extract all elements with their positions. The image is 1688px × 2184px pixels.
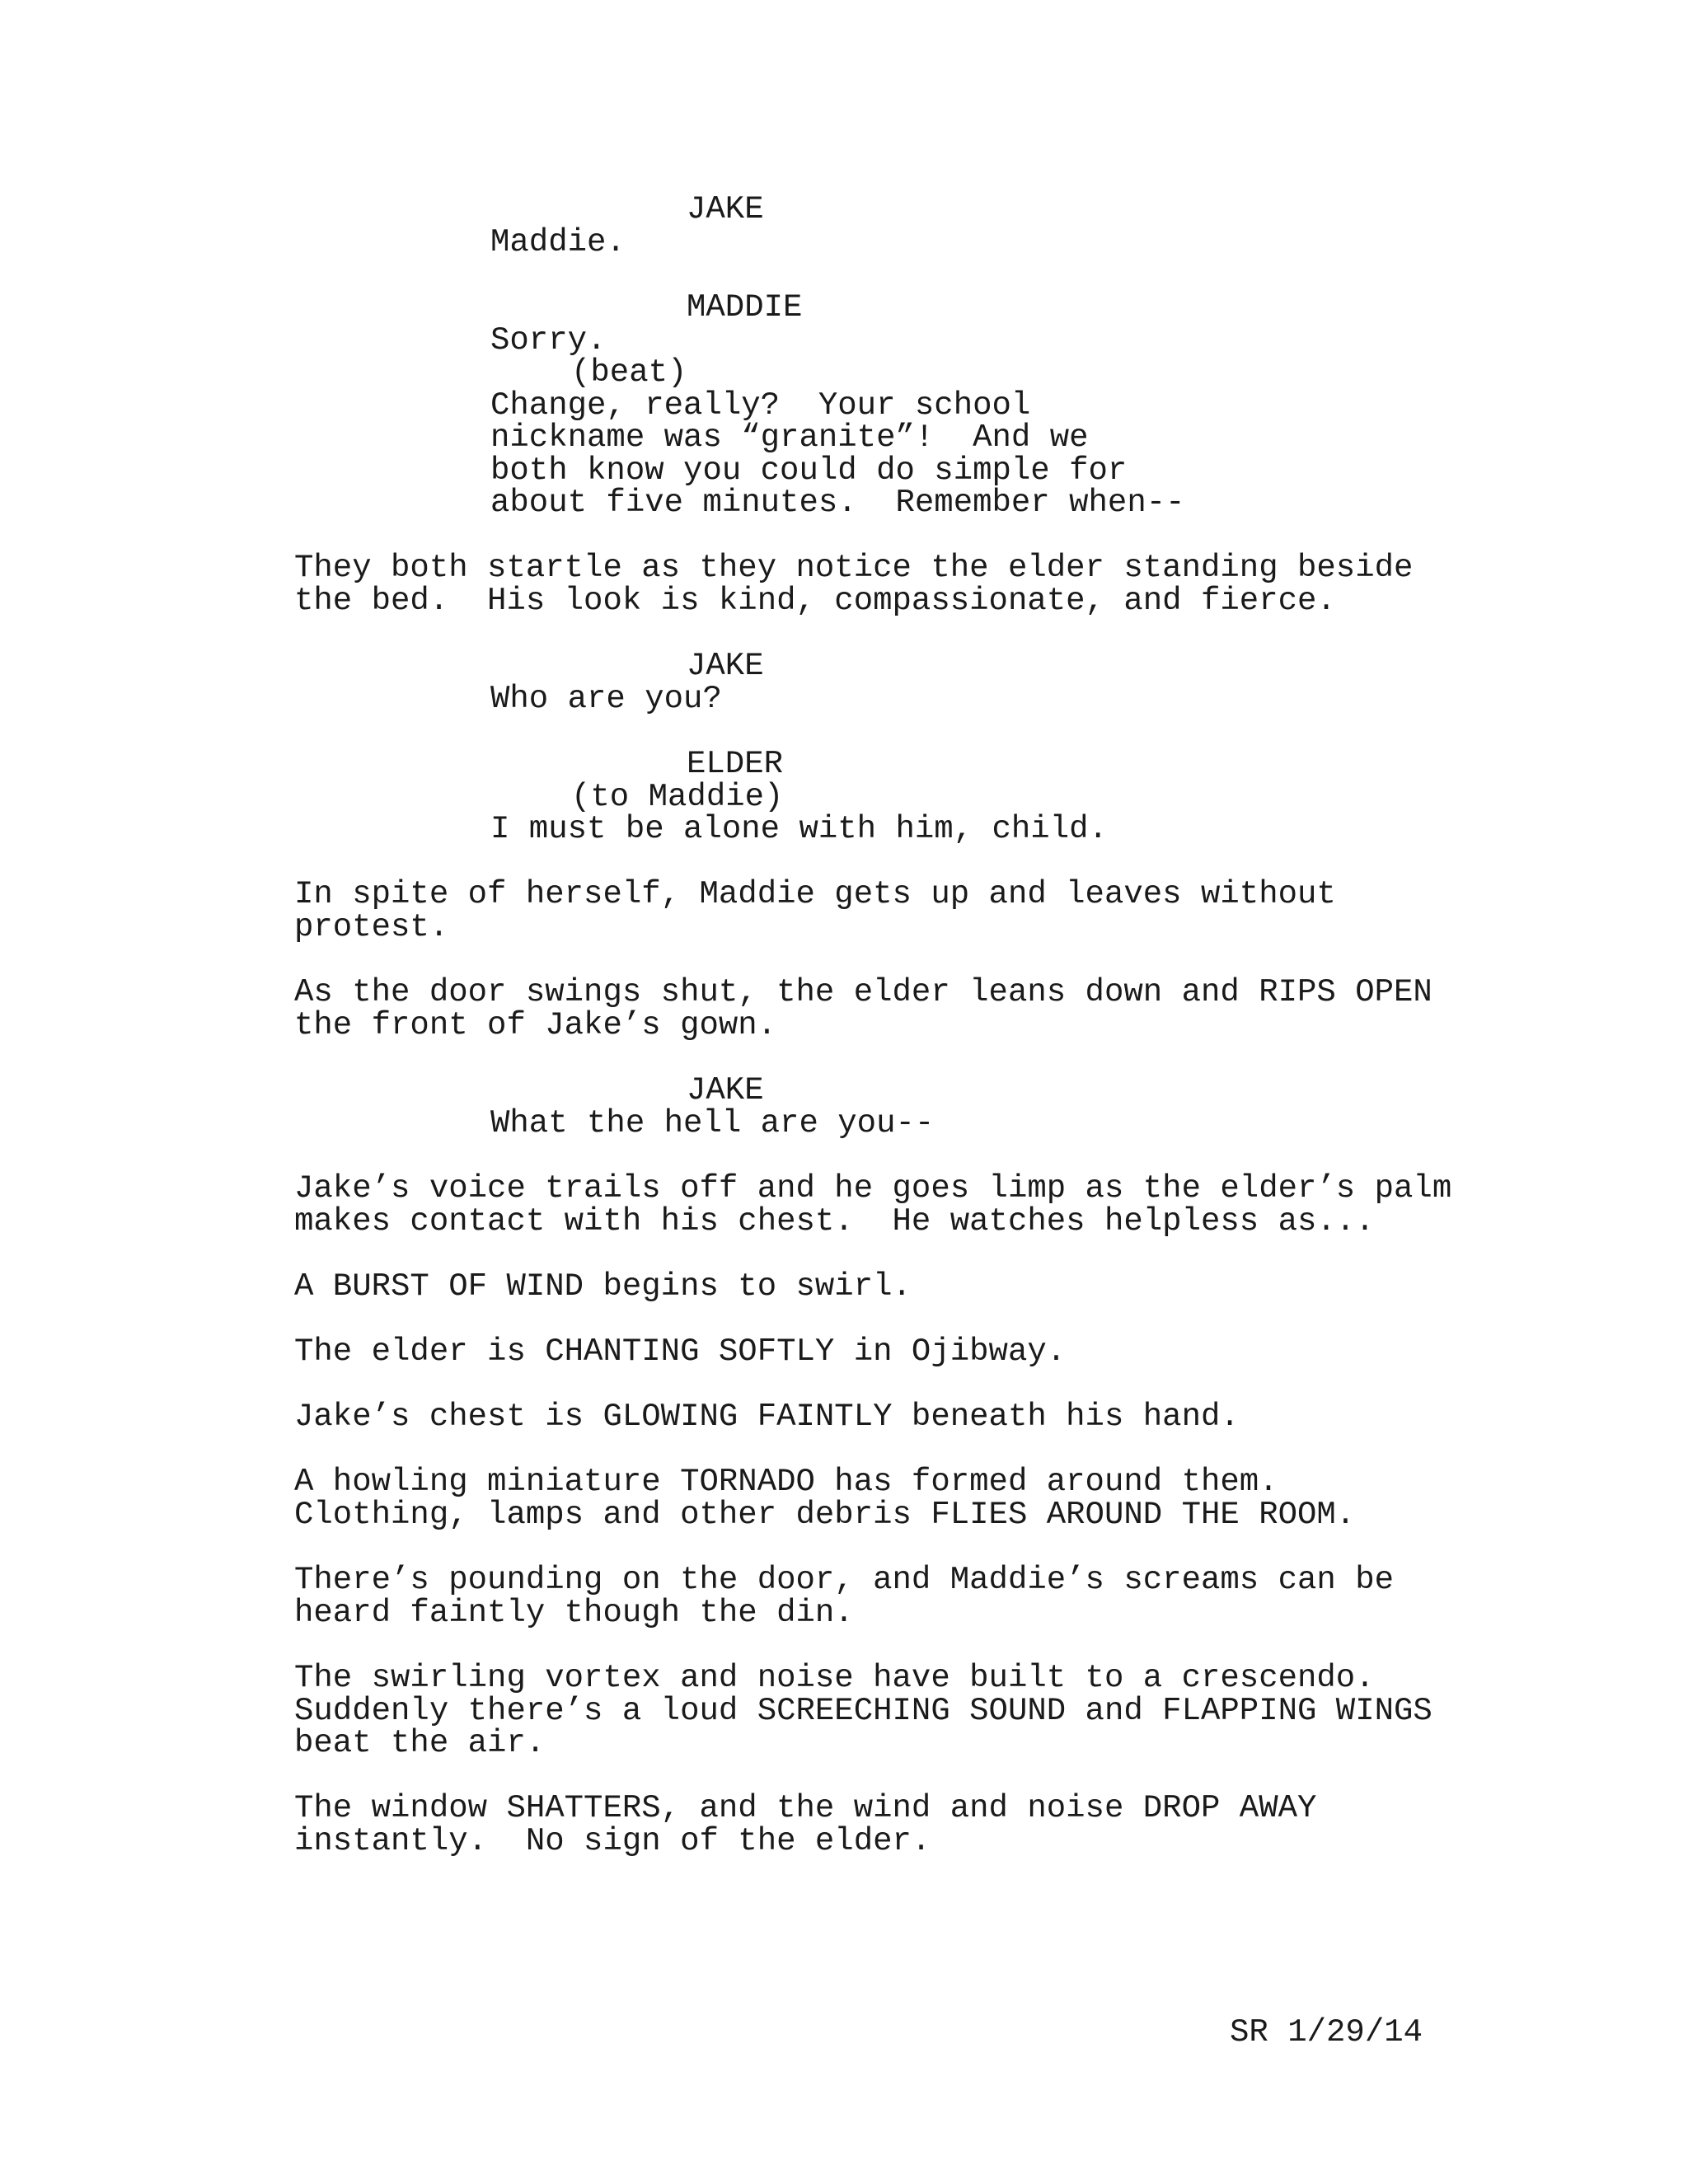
revision-footer: SR 1/29/14 xyxy=(1230,2014,1423,2050)
action-line: Jake’s chest is GLOWING FAINTLY beneath his hand. xyxy=(294,1399,1240,1435)
character-name: ELDER xyxy=(687,746,784,782)
dialogue-line: nickname was “granite”! And we xyxy=(490,419,1089,456)
action-line: Jake’s voice trails off and he goes limp as the elder’s palm xyxy=(294,1170,1452,1207)
parenthetical: (beat) xyxy=(571,354,687,391)
dialogue-line: Sorry. xyxy=(490,322,607,359)
action-line: protest. xyxy=(294,909,449,945)
action-line: The window SHATTERS, and the wind and noise DROP AWAY xyxy=(294,1790,1317,1826)
dialogue-line: Change, really? Your school xyxy=(490,387,1031,424)
dialogue-line: I must be alone with him, child. xyxy=(490,811,1108,847)
parenthetical: (to Maddie) xyxy=(571,779,784,815)
action-line: makes contact with his chest. He watches helpless as... xyxy=(294,1203,1375,1240)
action-line: A BURST OF WIND begins to swirl. xyxy=(294,1268,912,1305)
dialogue-line: Who are you? xyxy=(490,681,722,717)
action-line: The swirling vortex and noise have built to a crescendo. xyxy=(294,1660,1375,1696)
dialogue-line: What the hell are you-- xyxy=(490,1105,935,1141)
dialogue-line: both know you could do simple for xyxy=(490,452,1128,489)
action-line: They both startle as they notice the elder standing beside xyxy=(294,550,1414,586)
character-name: MADDIE xyxy=(687,289,803,326)
action-line: The elder is CHANTING SOFTLY in Ojibway. xyxy=(294,1333,1067,1370)
action-line: As the door swings shut, the elder leans down and RIPS OPEN xyxy=(294,974,1432,1010)
action-line: instantly. No sign of the elder. xyxy=(294,1823,931,1859)
dialogue-line: about five minutes. Remember when-- xyxy=(490,485,1185,521)
action-line: the bed. His look is kind, compassionate, and fierce. xyxy=(294,583,1336,619)
action-line: beat the air. xyxy=(294,1725,546,1761)
action-line: Suddenly there’s a loud SCREECHING SOUND and FLAPPING WINGS xyxy=(294,1693,1432,1729)
action-line: Clothing, lamps and other debris FLIES AROUND THE ROOM. xyxy=(294,1497,1356,1533)
action-line: In spite of herself, Maddie gets up and leaves without xyxy=(294,876,1336,912)
action-line: A howling miniature TORNADO has formed around them. xyxy=(294,1464,1278,1500)
action-line: There’s pounding on the door, and Maddie’s screams can be xyxy=(294,1562,1395,1598)
action-line: heard faintly though the din. xyxy=(294,1595,854,1631)
character-name: JAKE xyxy=(687,191,764,227)
character-name: JAKE xyxy=(687,648,764,684)
action-line: the front of Jake’s gown. xyxy=(294,1007,777,1043)
dialogue-line: Maddie. xyxy=(490,224,626,260)
character-name: JAKE xyxy=(687,1072,764,1108)
